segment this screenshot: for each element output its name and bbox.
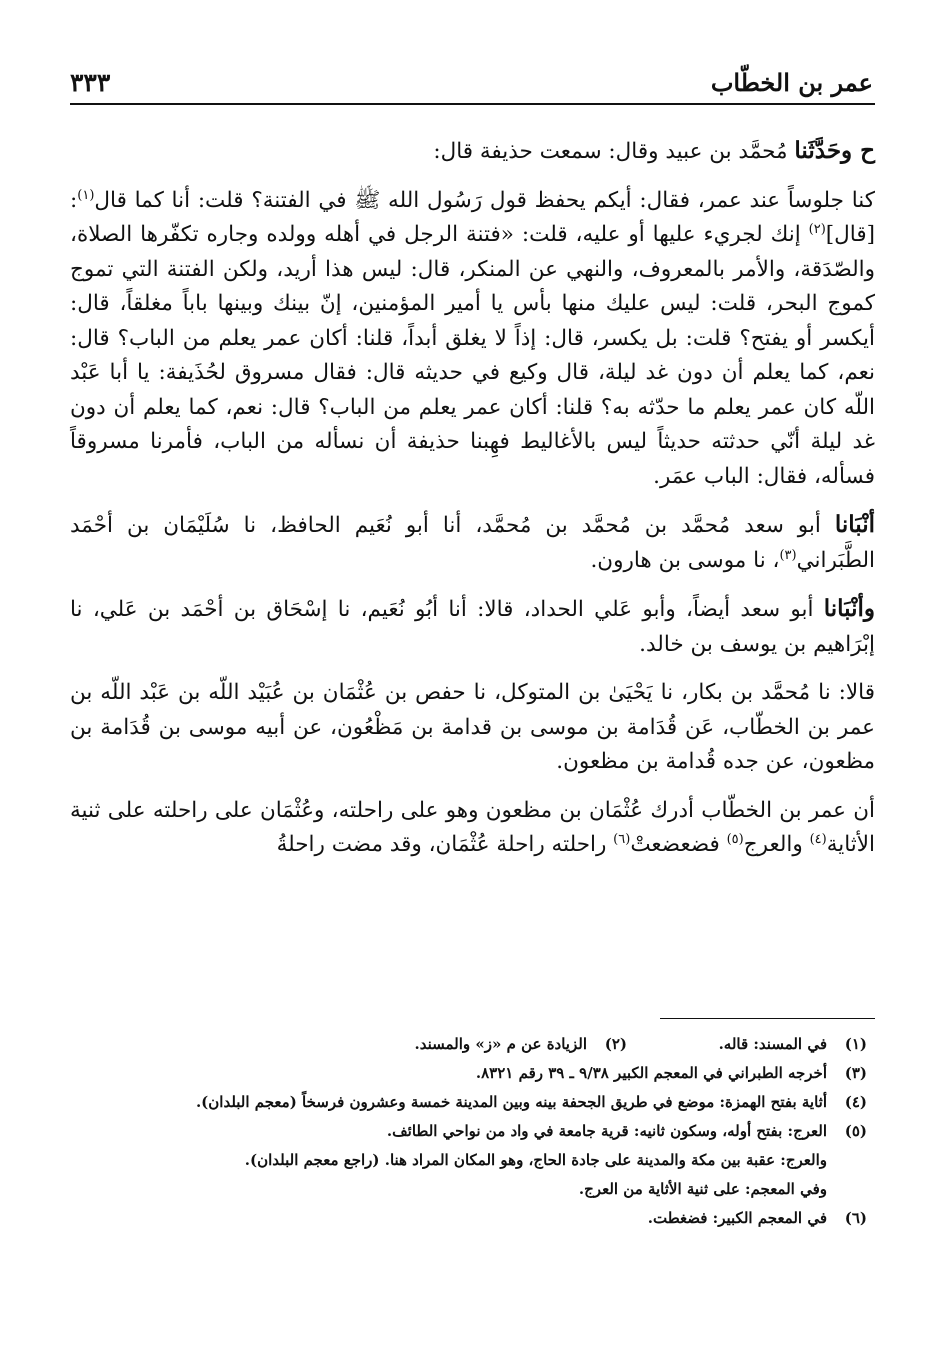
paragraph-4 <box>70 592 875 662</box>
footnote-ref[interactable]: (٢) <box>808 221 826 237</box>
footnote-row <box>70 1030 867 1059</box>
hadith-chain-lead: أنْبَانا <box>834 511 875 538</box>
paragraph-text: : [قال] <box>70 187 875 247</box>
footnote-ref[interactable]: (٤) <box>809 831 827 847</box>
footnote-5-continuation: والعرج: عقبة بين مكة والمدينة على جادة الحاج، وهو المكان المراد هنا. (راجع معجم البلدان). <box>244 1151 827 1169</box>
paragraph-2 <box>70 184 875 495</box>
paragraph-text: مُحمَّد بن عبيد وقال: سمعت حذيفة قال: <box>433 139 795 164</box>
footnote-number: (٦) <box>844 1209 867 1227</box>
paragraph-text: فضعضعتْ <box>630 832 727 857</box>
footnote-6 <box>70 1204 867 1233</box>
paragraph-text: أبو سعد أيضاً، وأبو عَلي الحداد، قالا: أنا أبُو نُعَيم، نا إسْحَاق بن أحْمَد بن عَلي، نا إبْرَاهيم بن يوسف بن خالد. <box>70 597 875 657</box>
page-header <box>70 62 873 102</box>
footnote-ref[interactable]: (٥) <box>726 831 744 847</box>
footnote-ref[interactable]: (٦) <box>613 831 631 847</box>
footnote-number: (١) <box>844 1035 867 1053</box>
page-number: ٣٣٣ <box>70 67 111 97</box>
footnote-number: (٤) <box>844 1093 867 1111</box>
footnote-text: الزيادة عن م «ز» والمسند. <box>414 1035 587 1053</box>
paragraph-5 <box>70 676 875 780</box>
paragraph-text: إنك لجريء عليها أو عليه، قلت: «فتنة الرجل في أهله وولده وجاره تكفّرها الصلاة، والصّدَقة، والأمر بالمعروف، والنهي عن المنكر، قال: ليس هذا أريد، ولكن الفتنة التي تموج كموج البحر، قلت: ليس عليك منها بأس يا أمير المؤمنين، إنّ بينك وبينها باباً مغلقاً، قال: أيكسر أو يفتح؟ قلت: بل يكسر، قال: إذاً لا يغلق أبداً، قلنا: أكان عمر يعلم من الباب؟ قال: نعم، كما يعلم أن دون غد ليلة، قال وكيع في حديثه قال: فقال مسروق لحُذَيفة: يا أبا عَبْد اللّه كان عمر يعلم ما حدّثه به؟ قلنا: أكان عمر يعلم من الباب؟ قال: نعم، كما يعلم أن دون غد ليلة أنّي حدثته حديثاً ليس بالأغاليط فهِبنا حذيفة أن نسأله من الباب، فأمرنا مسروقاً فسأله، فقال: الباب عمَر. <box>70 222 875 489</box>
footnote-ref[interactable]: (٣) <box>779 547 797 563</box>
paragraph-1 <box>70 134 875 170</box>
footnote-number: (٢) <box>604 1035 627 1053</box>
paragraph-text: ، نا موسى بن هارون. <box>590 547 780 573</box>
footnote-5 <box>70 1117 867 1146</box>
paragraph-6 <box>70 794 875 863</box>
paragraph-text: والعرج <box>743 832 810 857</box>
paragraph-text: أبو سعد مُحمَّد بن مُحمَّد بن مُحمَّد، أنا أبو نُعَيم الحافظ، نا سُلَيْمَان بن أحْمَد الطَّبَراني <box>70 513 875 573</box>
footnotes <box>70 1030 867 1233</box>
footnote-text: العرج: بفتح أوله، وسكون ثانيه: قرية جامعة في واد من نواحي الطائف. <box>386 1122 827 1140</box>
paragraph-text: أن عمر بن الخطّاب أدرك عُثْمَان بن مظعون وهو على راحلته، وعُثْمَان على راحلته على ثنية الأثاية <box>70 797 875 857</box>
footnote-3 <box>70 1059 867 1088</box>
footnote-2 <box>415 1030 628 1059</box>
footnote-number: (٣) <box>844 1064 867 1082</box>
main-text <box>70 134 875 877</box>
hadith-chain-lead: وأنْبَانا <box>823 595 875 622</box>
footnote-ref[interactable]: (١) <box>77 187 95 203</box>
footnote-5-continuation: وفي المعجم: على ثنية الأثاية من العرج. <box>578 1180 827 1198</box>
header-divider <box>70 103 875 105</box>
footnote-number: (٥) <box>844 1122 867 1140</box>
hadith-chain-lead: ح وحَدَّثَنا <box>794 137 875 164</box>
paragraph-text: راحلته راحلة عُثْمَان، وقد مضت راحلةُ <box>276 832 614 857</box>
footnote-text: أخرجه الطبراني في المعجم الكبير ٩/٣٨ ـ ٣٩ رقم ٨٣٢١. <box>475 1064 827 1082</box>
footnote-text: في المسند: قاله. <box>718 1035 827 1053</box>
footnote-text: في المعجم الكبير: فضغطت. <box>647 1209 827 1227</box>
footnote-text: أثاية بفتح الهمزة: موضع في طريق الجحفة بينه وبين المدينة خمسة وعشرون فرسخاً (معجم البلدان). <box>195 1093 827 1111</box>
paragraph-3 <box>70 508 875 578</box>
footnote-1 <box>627 1030 867 1059</box>
paragraph-text: قالا: نا مُحمَّد بن بكار، نا يَحْيَىٰ بن المتوكل، نا حفص بن عُثْمَان بن عُبَيْد اللّه بن عَبْد اللّه بن عمر بن الخطّاب، عَن قُدَامة بن موسى بن قدامة بن مَظْعُون، عن أبيه موسى بن قُدَامة بن مظعون، عن جده قُدامة بن مظعون. <box>70 680 875 774</box>
paragraph-text: كنا جلوساً عند عمر، فقال: أيكم يحفظ قول رَسُول الله ﷺ في الفتنة؟ قلت: أنا كما قال <box>94 187 875 213</box>
running-title: عمر بن الخطّاب <box>710 67 873 97</box>
footnote-4 <box>70 1088 867 1117</box>
footnote-divider <box>660 1018 875 1019</box>
